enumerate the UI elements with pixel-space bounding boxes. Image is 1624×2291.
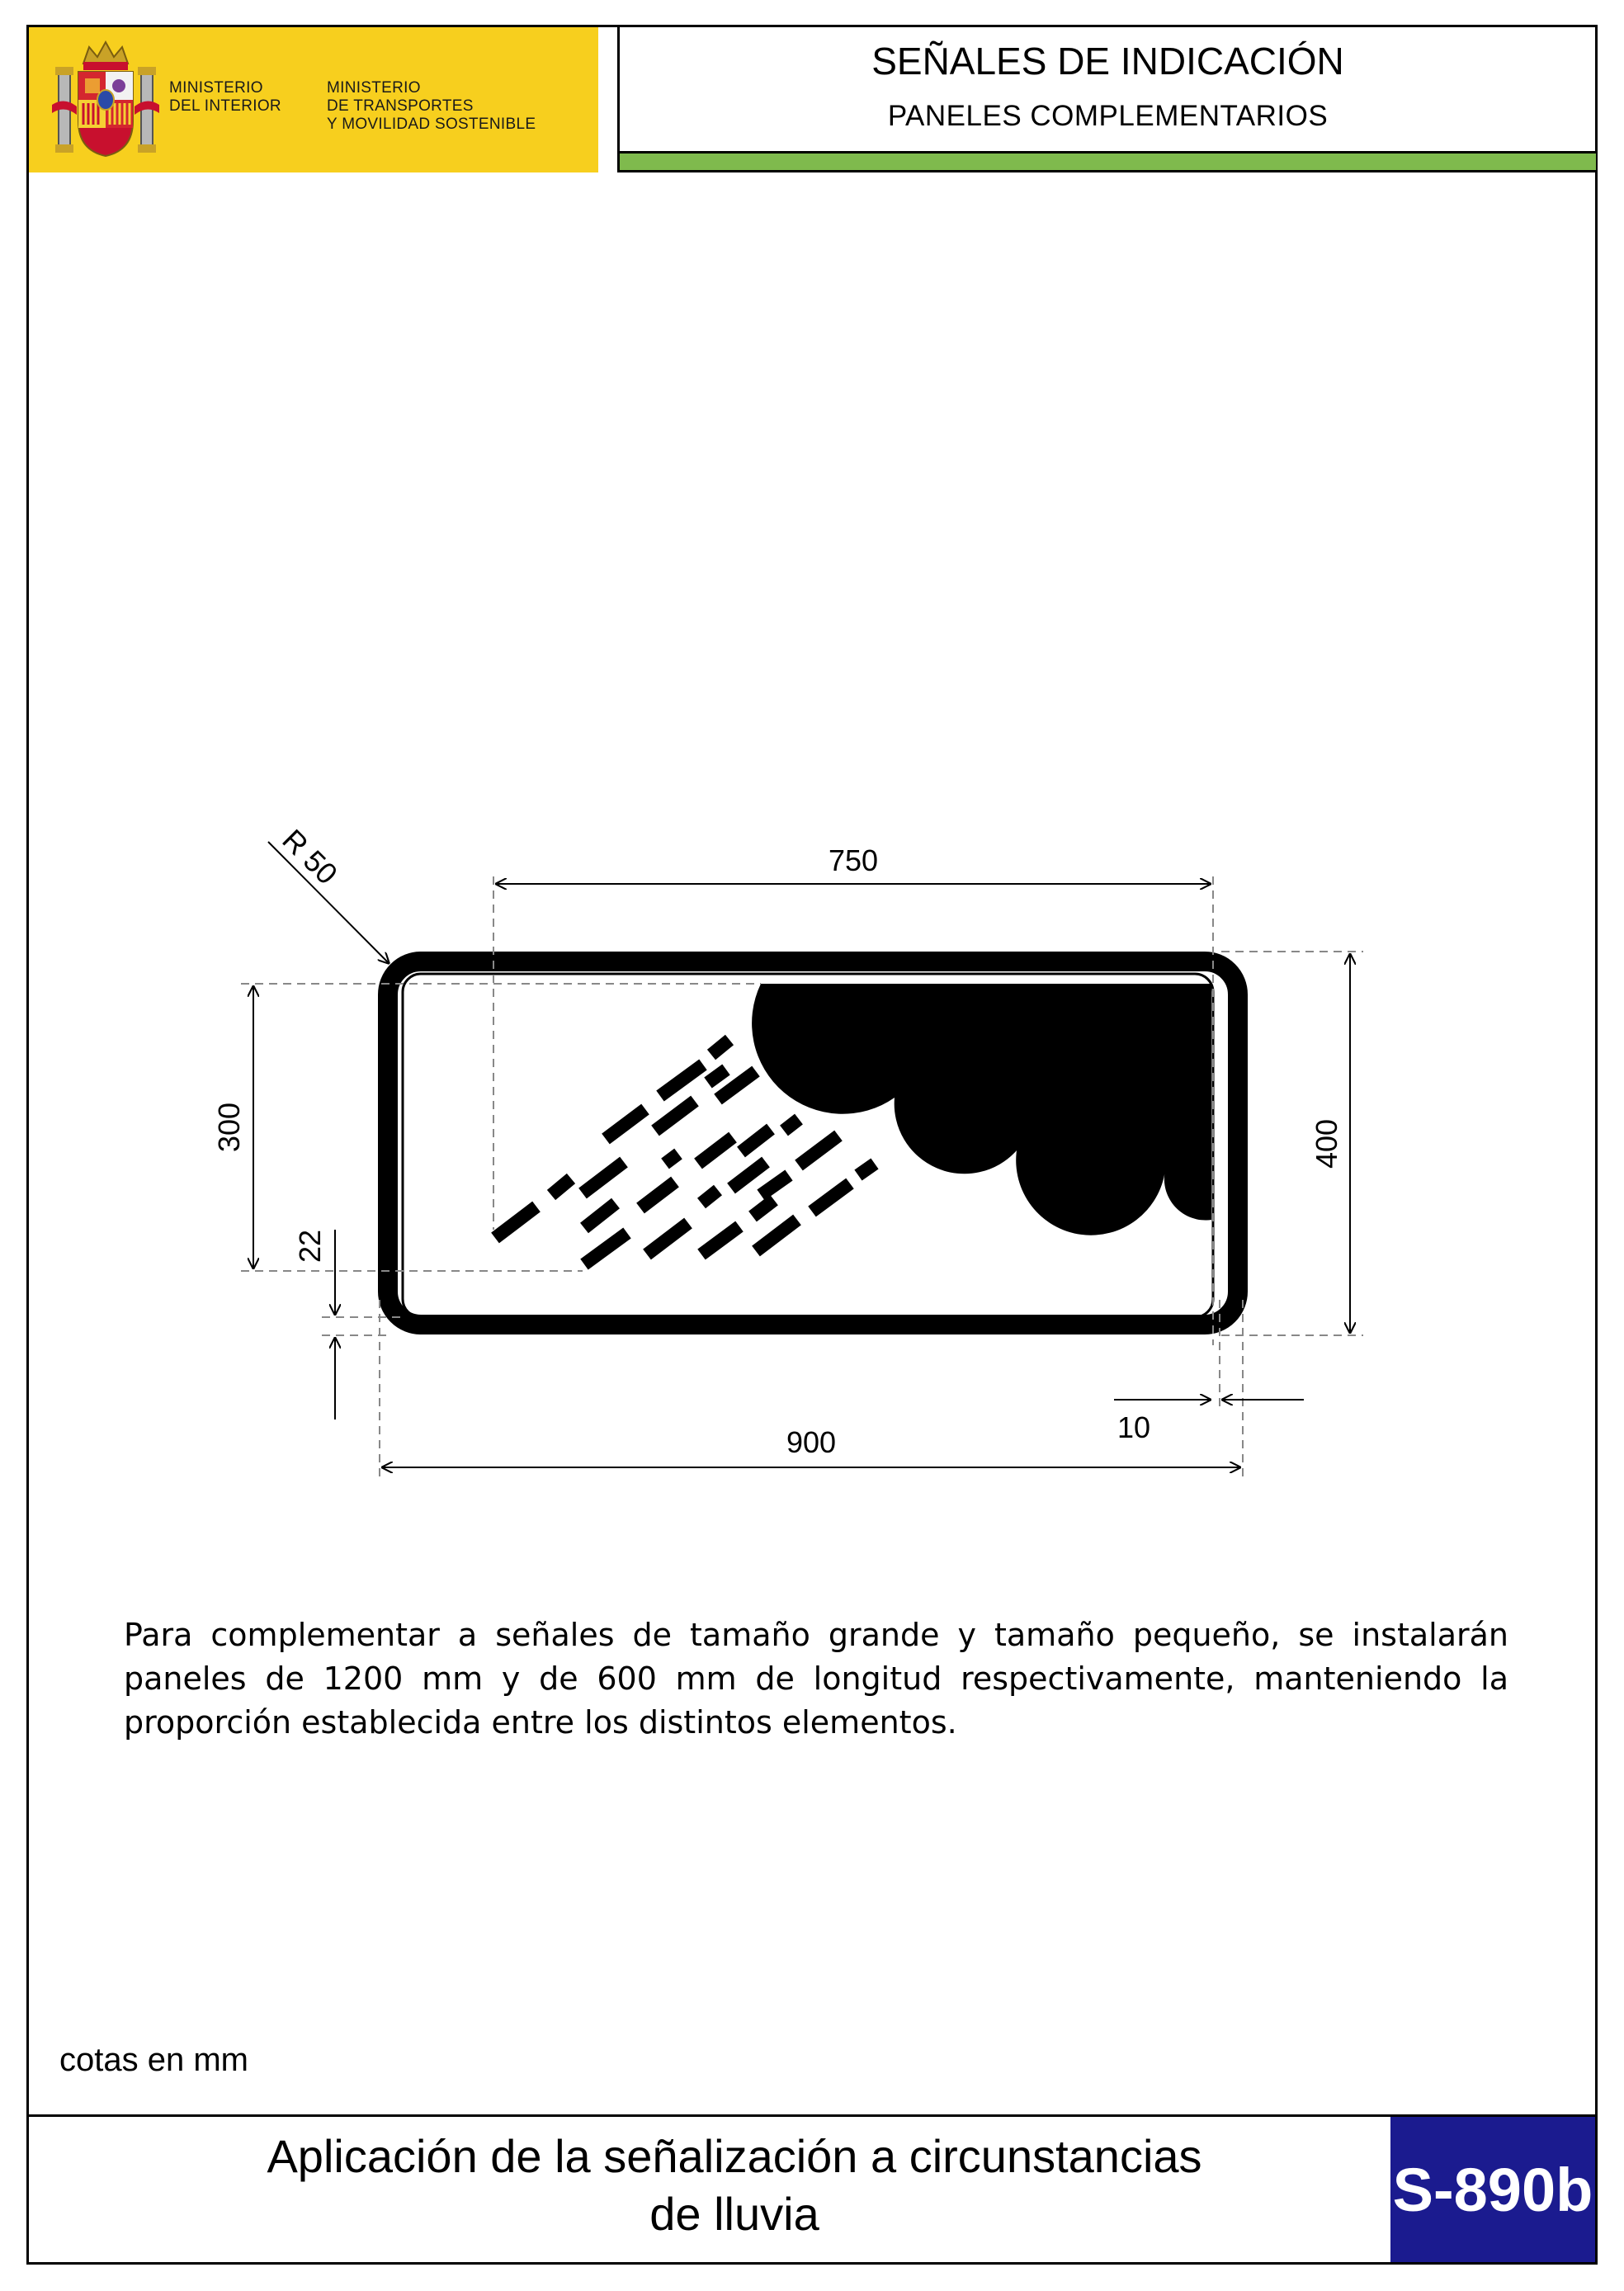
- dim-22-label: 22: [293, 1229, 327, 1264]
- ministry-transport-line-3: Y MOVILIDAD SOSTENIBLE: [327, 116, 536, 133]
- dim-300-label: 300: [212, 1102, 246, 1153]
- sign-code-badge: S-890b: [1390, 2117, 1595, 2262]
- ministry-transport-line-1: MINISTERIO: [327, 79, 421, 97]
- footer-title-line-2: de lluvia: [649, 2188, 819, 2240]
- ministry-transport-line-2: DE TRANSPORTES: [327, 97, 474, 115]
- page-title: SEÑALES DE INDICACIÓN: [871, 40, 1344, 83]
- dim-10-label: 10: [1116, 1410, 1151, 1444]
- ministry-interior-line-2: DEL INTERIOR: [169, 97, 281, 115]
- dim-400-label: 400: [1310, 1118, 1343, 1169]
- footer-title: [29, 2128, 1440, 2243]
- units-label: cotas en mm: [59, 2042, 248, 2078]
- application-note: Para complementar a señales de tamaño grande y tamaño pequeño, se instalarán paneles de 1200 mm y de 600 mm de longitud respectivamente, manteniendo la proporción establecida entre los distintos elementos.: [124, 1617, 1508, 1741]
- dim-900-label: 900: [786, 1425, 837, 1459]
- ministry-interior-line-1: MINISTERIO: [169, 79, 263, 97]
- page-subtitle: PANELES COMPLEMENTARIOS: [887, 100, 1329, 132]
- radius-label: R 50: [276, 822, 345, 891]
- dim-750-label: 750: [828, 843, 879, 877]
- footer-title-line-1: Aplicación de la señalización a circunstancias: [267, 2130, 1202, 2182]
- footer-divider: [29, 2114, 1595, 2117]
